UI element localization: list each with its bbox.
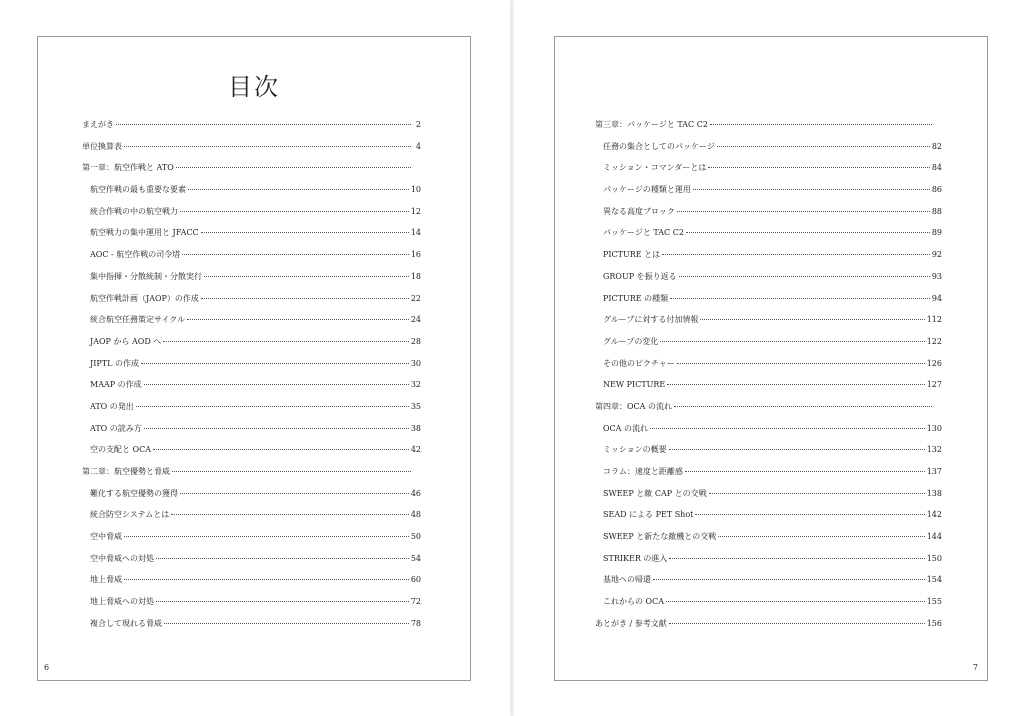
- toc-entry-label: 地上脅威: [90, 575, 122, 585]
- toc-entry-label: パッケージと TAC C2: [603, 228, 684, 238]
- toc-entry[interactable]: [595, 379, 942, 401]
- toc-entry-page: 144: [926, 532, 942, 542]
- toc-entry[interactable]: [595, 509, 942, 531]
- toc-entry-label: 航空戦力の集中運用と JFACC: [90, 228, 199, 238]
- toc-entry[interactable]: [595, 618, 942, 640]
- toc-entry-page: 126: [926, 358, 942, 368]
- toc-entry-label: その他のピクチャー: [603, 358, 675, 368]
- toc-entry-page: 150: [926, 553, 942, 563]
- toc-entry-page: 24: [410, 315, 421, 325]
- toc-entry-page: 16: [410, 250, 421, 260]
- toc-entry-page: 137: [926, 467, 942, 476]
- toc-entry[interactable]: [82, 119, 421, 141]
- toc-entry[interactable]: [82, 618, 421, 640]
- toc-entry-page: 112: [926, 315, 942, 325]
- toc-leader-dots: [144, 383, 409, 385]
- toc-entry[interactable]: [595, 162, 942, 184]
- toc-entry-label: JAOP から AOD へ: [90, 336, 162, 346]
- toc-entry[interactable]: [82, 531, 421, 553]
- toc-leader-dots: [204, 275, 409, 277]
- toc-leader-dots: [669, 557, 924, 559]
- toc-leader-dots: [667, 383, 925, 385]
- toc-entry-label: 単位換算表: [82, 141, 122, 151]
- toc-entry-label: 空の支配と OCA: [90, 445, 151, 455]
- toc-entry[interactable]: [82, 444, 421, 466]
- toc-entry-label: GROUP を振り返る: [603, 271, 677, 281]
- toc-entry-label: AOC - 航空作戦の司令塔: [90, 250, 181, 260]
- toc-entry[interactable]: [595, 184, 942, 206]
- toc-entry-label: JIPTL の作成: [90, 358, 139, 368]
- toc-entry[interactable]: [595, 206, 942, 228]
- toc-leader-dots: [141, 362, 409, 364]
- toc-entry-label: PICTURE の種類: [603, 293, 669, 303]
- toc-entry-page: 50: [410, 532, 421, 542]
- toc-leader-dots: [188, 188, 409, 190]
- toc-entry[interactable]: [595, 466, 942, 488]
- toc-leader-dots: [171, 513, 409, 515]
- left-page: [0, 0, 510, 716]
- toc-entry-label: 難化する航空優勢の獲得: [90, 488, 178, 498]
- toc-entry[interactable]: [595, 314, 942, 336]
- toc-entry[interactable]: [595, 488, 942, 510]
- toc-entry[interactable]: [595, 423, 942, 445]
- toc-leader-dots: [662, 253, 930, 255]
- right-page-frame: [554, 36, 988, 681]
- toc-entry-page: 28: [410, 336, 421, 346]
- toc-entry[interactable]: [82, 401, 421, 423]
- toc-leader-dots: [163, 340, 409, 342]
- toc-leader-dots: [124, 535, 409, 537]
- toc-entry-label: ATO の読み方: [90, 423, 142, 433]
- toc-entry-label: 航空作戦計画（JAOP）の作成: [90, 293, 199, 303]
- toc-leader-dots: [677, 210, 930, 212]
- toc-entry-label: 第二章：航空優勢と脅威: [82, 467, 170, 476]
- toc-leader-dots: [172, 470, 411, 472]
- toc-entry-page: 2: [415, 120, 421, 129]
- toc-leader-dots: [201, 231, 409, 233]
- toc-leader-dots: [674, 405, 932, 407]
- toc-entry-label: 統合作戦の中の航空戦力: [90, 206, 178, 216]
- toc-entry-page: 154: [926, 575, 942, 585]
- toc-leader-dots: [660, 340, 924, 342]
- toc-entry-label: あとがき / 参考文献: [595, 618, 667, 628]
- toc-leader-dots: [700, 318, 924, 320]
- toc-entry[interactable]: [82, 488, 421, 510]
- toc-leader-dots: [156, 600, 409, 602]
- toc-entry-label: SWEEP と新たな敵機との交戦: [603, 532, 717, 542]
- toc-entry-label: 第三章：パッケージと TAC C2: [595, 120, 708, 129]
- toc-entry[interactable]: [595, 336, 942, 358]
- toc-leader-dots: [201, 297, 409, 299]
- toc-entry-page: 78: [410, 618, 421, 628]
- toc-entry-label: 航空作戦の最も重要な要素: [90, 185, 186, 195]
- toc-entry-label: STRIKER の進入: [603, 553, 668, 563]
- toc-leader-dots: [650, 427, 925, 429]
- toc-entry[interactable]: [82, 293, 421, 315]
- toc-entry-label: 地上脅威への対処: [90, 597, 154, 607]
- toc-leader-dots: [124, 578, 409, 580]
- toc-leader-dots: [709, 492, 925, 494]
- toc-entry[interactable]: [82, 141, 421, 163]
- toc-entry[interactable]: [595, 553, 942, 575]
- toc-entry-label: グループの変化: [603, 336, 659, 346]
- toc-entry-page: 94: [931, 293, 942, 303]
- toc-entry[interactable]: [82, 249, 421, 271]
- toc-entry[interactable]: [82, 271, 421, 293]
- toc-entry-label: 空中脅威への対処: [90, 553, 154, 563]
- toc-entry-page: 132: [926, 445, 942, 455]
- toc-entry-label: これからの OCA: [603, 597, 664, 607]
- toc-leader-dots: [164, 622, 409, 624]
- toc-entry[interactable]: [82, 466, 421, 488]
- toc-entry-label: 基地への帰還: [603, 575, 651, 585]
- toc-entry-label: 統合航空任務策定サイクル: [90, 315, 186, 325]
- toc-leader-dots: [180, 492, 409, 494]
- right-page: [514, 0, 1024, 716]
- toc-entry-page: 32: [410, 380, 421, 390]
- toc-entry[interactable]: [82, 336, 421, 358]
- toc-leader-dots: [176, 166, 411, 168]
- toc-leader-dots: [693, 188, 930, 190]
- toc-entry-label: 統合防空システムとは: [90, 510, 170, 520]
- toc-entry[interactable]: [595, 249, 942, 271]
- toc-entry-page: 82: [931, 141, 942, 151]
- toc-entry-page: 72: [410, 597, 421, 607]
- toc-entry-page: 35: [410, 401, 421, 411]
- toc-entry-page: 60: [410, 575, 421, 585]
- toc-entry[interactable]: [595, 227, 942, 249]
- toc-leader-dots: [666, 600, 925, 602]
- toc-leader-dots: [653, 578, 925, 580]
- toc-entry-page: 12: [410, 206, 421, 216]
- toc-title: 目次: [228, 73, 280, 101]
- toc-list-right: [595, 119, 942, 640]
- toc-entry[interactable]: [595, 119, 942, 141]
- toc-entry[interactable]: [595, 401, 942, 423]
- toc-leader-dots: [153, 448, 409, 450]
- toc-entry-label: SWEEP と敵 CAP との交戦: [603, 488, 707, 498]
- toc-entry[interactable]: [82, 184, 421, 206]
- toc-entry[interactable]: [82, 596, 421, 618]
- toc-entry-page: 88: [931, 206, 942, 216]
- toc-list-left: [82, 119, 421, 640]
- toc-entry-page: 89: [931, 228, 942, 238]
- toc-entry-page: 142: [926, 510, 942, 520]
- toc-entry-label: 空中脅威: [90, 532, 122, 542]
- toc-entry-label: 異なる高度ブロック: [603, 206, 675, 216]
- toc-entry-label: PICTURE とは: [603, 250, 661, 260]
- toc-entry-page: 127: [926, 380, 942, 390]
- toc-leader-dots: [670, 297, 930, 299]
- toc-leader-dots: [187, 318, 409, 320]
- toc-entry[interactable]: [82, 379, 421, 401]
- toc-leader-dots: [136, 405, 409, 407]
- toc-entry-label: OCA の流れ: [603, 423, 648, 433]
- toc-entry[interactable]: [595, 358, 942, 380]
- toc-entry-page: 4: [415, 141, 421, 151]
- toc-entry[interactable]: [595, 574, 942, 596]
- toc-leader-dots: [695, 513, 924, 515]
- toc-leader-dots: [686, 231, 930, 233]
- toc-entry-page: 93: [931, 271, 942, 281]
- toc-entry-page: 54: [410, 553, 421, 563]
- left-page-frame: [37, 36, 471, 681]
- toc-entry-label: まえがき: [82, 120, 114, 129]
- toc-entry-page: 30: [410, 358, 421, 368]
- toc-leader-dots: [144, 427, 409, 429]
- toc-leader-dots: [669, 622, 925, 624]
- toc-entry-page: 46: [410, 488, 421, 498]
- toc-entry-page: 122: [926, 336, 942, 346]
- toc-entry-page: 18: [410, 271, 421, 281]
- toc-leader-dots: [116, 123, 411, 125]
- toc-entry-page: 38: [410, 423, 421, 433]
- toc-leader-dots: [685, 470, 925, 472]
- toc-entry-page: 130: [926, 423, 942, 433]
- toc-entry[interactable]: [595, 444, 942, 466]
- toc-leader-dots: [677, 362, 925, 364]
- toc-entry[interactable]: [82, 206, 421, 228]
- toc-entry-label: ミッション・コマンダーとは: [603, 163, 707, 173]
- toc-entry-page: 14: [410, 228, 421, 238]
- toc-entry-page: 10: [410, 185, 421, 195]
- toc-entry-page: 86: [931, 185, 942, 195]
- toc-leader-dots: [718, 535, 924, 537]
- toc-entry-page: 92: [931, 250, 942, 260]
- toc-entry-label: NEW PICTURE: [603, 380, 666, 390]
- toc-entry[interactable]: [82, 574, 421, 596]
- toc-entry[interactable]: [595, 293, 942, 315]
- toc-entry-label: グループに対する付加情報: [603, 315, 699, 325]
- toc-leader-dots: [156, 557, 409, 559]
- toc-entry[interactable]: [82, 162, 421, 184]
- toc-entry[interactable]: [82, 358, 421, 380]
- toc-entry-page: 48: [410, 510, 421, 520]
- toc-entry-page: 155: [926, 597, 942, 607]
- toc-entry-page: 22: [410, 293, 421, 303]
- toc-entry[interactable]: [595, 596, 942, 618]
- toc-entry-label: SEAD による PET Shot: [603, 510, 694, 520]
- toc-leader-dots: [124, 145, 411, 147]
- toc-entry-label: ミッションの概要: [603, 445, 667, 455]
- toc-entry-page: 156: [926, 618, 942, 628]
- toc-entry-page: 138: [926, 488, 942, 498]
- toc-entry-label: MAAP の作成: [90, 380, 142, 390]
- toc-entry-label: 第四章：OCA の流れ: [595, 401, 672, 411]
- page-number-left: 6: [44, 663, 50, 672]
- toc-entry-page: 84: [931, 163, 942, 173]
- toc-entry-label: ATO の発出: [90, 401, 134, 411]
- toc-entry-label: パッケージの種類と運用: [603, 185, 691, 195]
- toc-entry[interactable]: [595, 271, 942, 293]
- toc-entry-label: 任務の集合としてのパッケージ: [603, 141, 715, 151]
- toc-leader-dots: [710, 123, 932, 125]
- toc-entry-label: 第一章：航空作戦と ATO: [82, 163, 174, 173]
- toc-entry[interactable]: [82, 227, 421, 249]
- toc-entry[interactable]: [82, 553, 421, 575]
- toc-entry[interactable]: [595, 141, 942, 163]
- toc-leader-dots: [669, 448, 925, 450]
- toc-leader-dots: [180, 210, 409, 212]
- toc-entry[interactable]: [82, 509, 421, 531]
- page-number-right: 7: [972, 663, 978, 672]
- toc-entry-label: 複合して現れる脅威: [90, 618, 162, 628]
- toc-leader-dots: [708, 166, 929, 168]
- toc-entry-label: 集中指揮・分散統制・分散実行: [90, 271, 202, 281]
- toc-entry-label: コラム：速度と距離感: [603, 467, 683, 476]
- toc-leader-dots: [182, 253, 409, 255]
- toc-entry[interactable]: [82, 314, 421, 336]
- toc-leader-dots: [679, 275, 930, 277]
- toc-leader-dots: [717, 145, 930, 147]
- toc-entry-page: 42: [410, 445, 421, 455]
- toc-entry[interactable]: [595, 531, 942, 553]
- toc-entry[interactable]: [82, 423, 421, 445]
